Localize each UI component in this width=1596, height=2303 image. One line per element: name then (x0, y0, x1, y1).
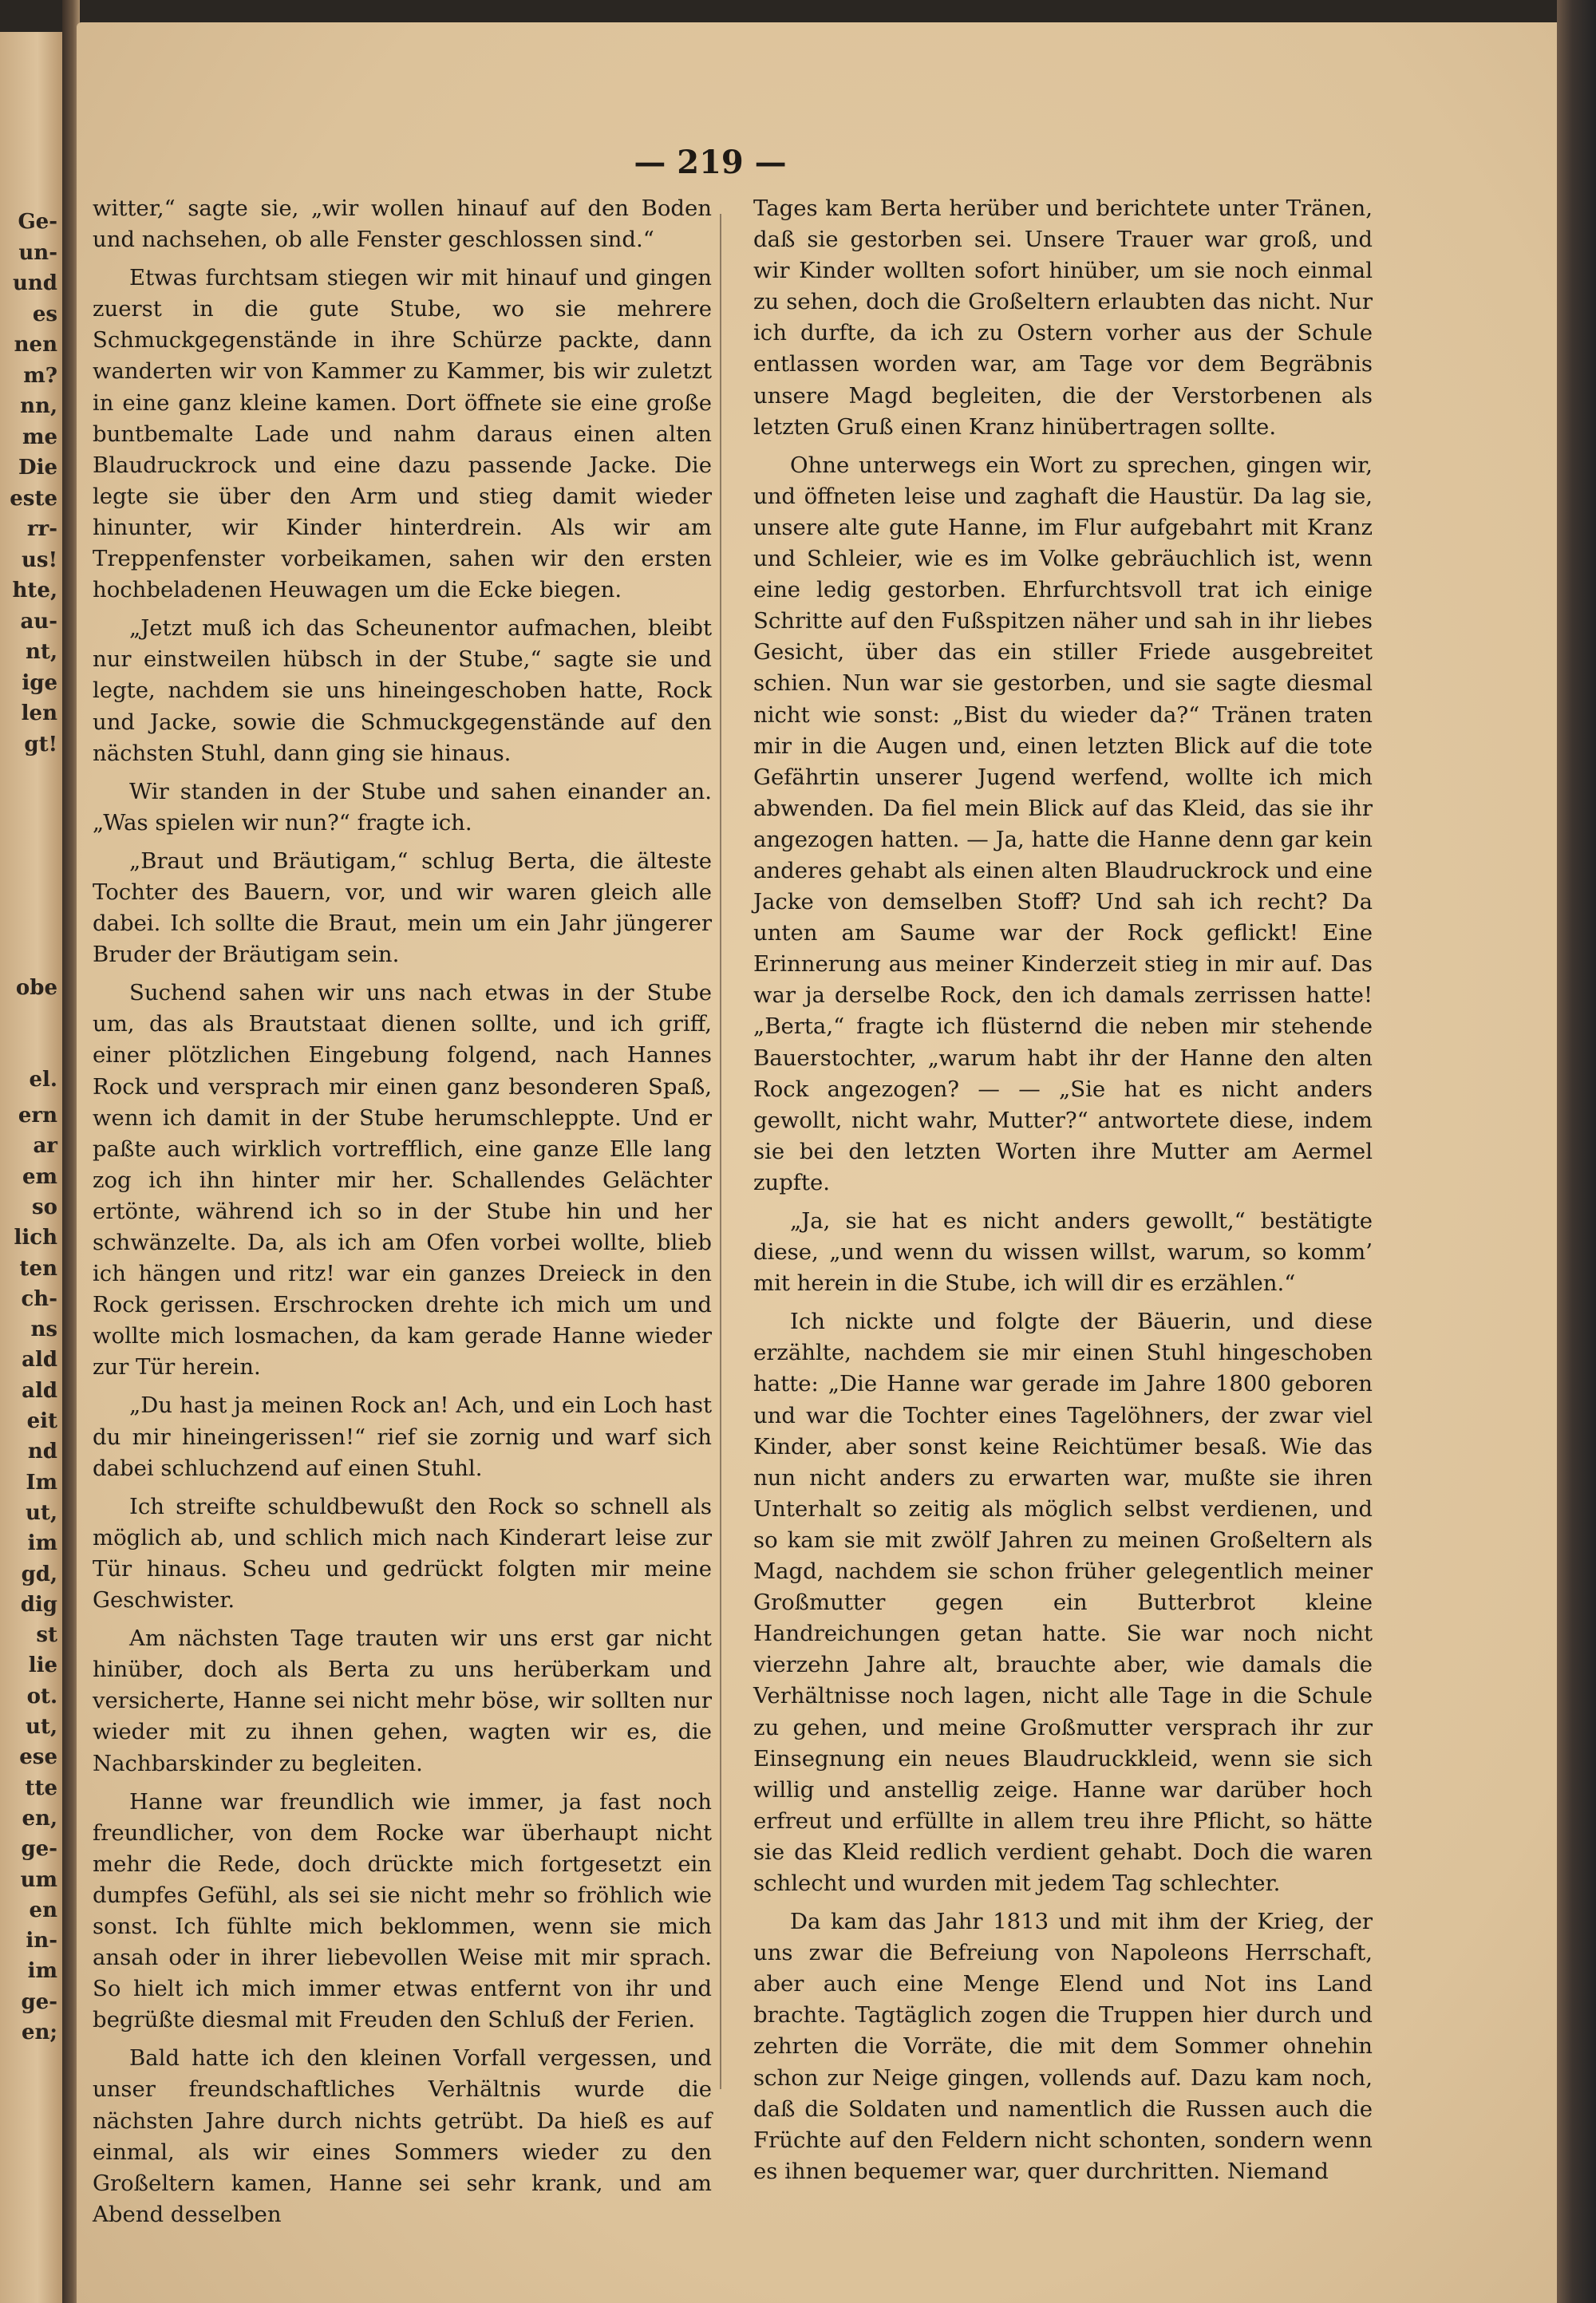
paragraph: Suchend sahen wir uns nach etwas in der Stube um, das als Brautstaat dienen sollte, und ich griff, einer plötzlichen Eingebung folgend, nach Hannes Rock und versprach mir einen ganz besonderen Spaß, wenn ich damit in der Stube herumschleppte. Und er paßte auch wirklich vortrefflich, eine ganze Elle lang zog ich ihn hinter mir her. Schallendes Gelächter ertönte, während ich so in der Stube hin und her schwänzelte. Da, als ich am Ofen vorbei wollte, blieb ich hängen und ritz! war ein ganzes Dreieck in den Rock gerissen. Erschrocken drehte ich mich um und wollte mich losmachen, da kam gerade Hanne wieder zur Tür herein. (93, 980, 712, 1381)
previous-page-fragment: ar (33, 1134, 57, 1159)
previous-page-fragment: nn, (20, 394, 57, 418)
previous-page-fragment: ut, (26, 1500, 57, 1525)
paragraph: Bald hatte ich den kleinen Vorfall vergessen, und unser freundschaftliches Verhältnis wurde die nächsten Jahre durch nichts getrübt. Da hieß es auf einmal, als wir eines Sommers wieder zu den Großeltern kamen, Hanne sei sehr krank, und am Abend desselben (93, 2045, 712, 2227)
previous-page-fragment: ige (22, 670, 57, 695)
previous-page-fragment: ns (30, 1317, 57, 1342)
paragraph: „Braut und Bräutigam,“ schlug Berta, die älteste Tochter des Bauern, vor, und wir waren gleich alle dabei. Ich sollte die Braut, mein um ein Jahr jüngerer Bruder der Bräutigam sein. (93, 847, 712, 968)
page-number: — 219 — (634, 144, 787, 181)
previous-page-fragment: ge- (21, 1989, 57, 2014)
previous-page-fragment: ot. (26, 1684, 57, 1708)
previous-page-fragment: gt! (24, 732, 57, 756)
book-cover-edge (1557, 0, 1596, 2303)
previous-page-fragment: lich (14, 1226, 57, 1250)
previous-page-fragment: st (36, 1623, 57, 1648)
previous-page-fragment: us! (22, 547, 57, 572)
paragraph: „Ja, sie hat es nicht anders gewollt,“ bestätigte diese, „und wenn du wissen willst, warum, so komm’ mit herein in die Stube, ich will dir es erzählen.“ (753, 1208, 1373, 1297)
previous-page-fragment: ald (22, 1378, 57, 1403)
previous-page-fragment: ten (19, 1256, 57, 1281)
previous-page-fragment: ald (22, 1348, 57, 1373)
previous-page-fragment: nen (14, 333, 57, 357)
previous-page-fragment: Im (26, 1470, 57, 1495)
previous-page-fragment: in- (26, 1929, 57, 1953)
paragraph: „Du hast ja meinen Rock an! Ach, und ein Loch hast du mir hineingerissen!“ rief sie zornig und warf sich dabei schluchzend auf einen Stuhl. (93, 1392, 712, 1481)
previous-page-fragment: rr- (26, 517, 57, 541)
previous-page-fragment: so (32, 1195, 57, 1219)
previous-page-fragment: en; (21, 2021, 57, 2044)
paragraph: Wir standen in der Stube und sahen einander an. „Was spielen wir nun?“ fragte ich. (93, 778, 712, 835)
previous-page-fragment: ut, (26, 1715, 57, 1739)
left-text-column (93, 193, 712, 2230)
paragraph: Ich nickte und folgte der Bäuerin, und diese erzählte, nachdem sie mir einen Stuhl hingeschoben hatte: „Die Hanne war gerade im Jahre 1800 geboren und war die Tochter eines Tagelöhners, der zwar viel Kinder, aber sonst keine Reichtümer besaß. Wie das nun nicht anders zu erwarten war, mußte sie ihren Unterhalt so zeitig als möglich selbst verdienen, und so kam sie mit zwölf Jahren zu meinen Großeltern als Magd, nachdem sie schon früher gelegentlich meiner Großmutter gegen ein Butterbrot kleine Handreichungen getan hatte. Sie war noch nicht vierzehn Jahre alt, brauchte aber, wie damals die Verhältnisse noch lagen, nicht alle Tage in die Schule zu gehen, und meine Großmutter versprach ihr zur Einsegnung ein neues Blaudruckkleid, wenn sie sich willig und anstellig zeige. Hanne war darüber hoch erfreut und erfüllte in allem treu ihre Pflicht, so hätte sie das Kleid redlich verdient gehabt. Doch die waren schlecht und wurden mit jedem Tag schlechter. (753, 1309, 1373, 1896)
paragraph: Tages kam Berta herüber und berichtete unter Tränen, daß sie gestorben sei. Unsere Trauer war groß, und wir Kinder wollten sofort hinüber, um sie noch einmal zu sehen, doch die Großeltern erlaubten das nicht. Nur ich durfte, da ich zu Ostern vorher aus der Schule entlassen worden war, am Tage vor dem Begräbnis unsere Magd begleiten, die der Verstorbenen als letzten Gruß einen Kranz hinübertragen sollte. (753, 196, 1373, 440)
previous-page-fragment: obe (15, 976, 57, 1000)
previous-page-fragment: ch- (21, 1286, 57, 1311)
previous-page-fragment: au- (20, 609, 57, 634)
previous-page-fragment: len (21, 701, 57, 725)
previous-page-edge (0, 32, 62, 2303)
previous-page-fragment: um (20, 1867, 57, 1892)
paragraph: Ich streifte schuldbewußt den Rock so schnell als möglich ab, und schlich mich nach Kinderart leise zur Tür hinaus. Scheu und gedrückt folgten mir meine Geschwister. (93, 1493, 712, 1614)
previous-page-fragment: und (13, 271, 57, 295)
previous-page-fragment: eit (26, 1409, 57, 1433)
previous-page-fragment: en (29, 1898, 57, 1922)
previous-page-fragment: im (27, 1959, 57, 1984)
previous-page-fragment: em (22, 1164, 57, 1189)
paragraph: Am nächsten Tage trauten wir uns erst gar nicht hinüber, doch als Berta zu uns herüberkam und versicherte, Hanne sei nicht mehr böse, wir sollten nur wieder mit zu ihnen gehen, wagten wir es, die Nachbarskinder zu begleiten. (93, 1626, 712, 1776)
paragraph: Hanne war freundlich wie immer, ja fast noch freundlicher, von dem Rocke war überhaupt nicht mehr die Rede, doch drückte mich fortgesetzt ein dumpfes Gefühl, als sei sie nicht mehr so fröhlich wie sonst. Ich fühlte mich beklommen, wenn sie mich ansah oder in ihrer liebevollen Weise mit mir sprach. So hielt ich mich immer etwas entfernt von ihr und begrüßte diesmal mit Freuden den Schluß der Ferien. (93, 1788, 712, 2033)
previous-page-fragment: lie (28, 1653, 57, 1678)
previous-page-fragment: este (10, 486, 57, 511)
previous-page-fragment: ern (18, 1104, 57, 1128)
previous-page-fragment: im (27, 1531, 57, 1556)
previous-page-fragment: Ge- (18, 210, 57, 234)
paragraph: „Jetzt muß ich das Scheunentor aufmachen, bleibt nur einstweilen hübsch in der Stube,“ sagte sie und legte, nachdem sie uns hineingeschoben hatte, Rock und Jacke, sowie die Schmuckgegenstände auf den nächsten Stuhl, dann ging sie hinaus. (93, 615, 712, 766)
previous-page-fragment: m? (23, 363, 57, 388)
previous-page-fragment: ese (19, 1745, 57, 1770)
column-divider (720, 214, 721, 2089)
previous-page-fragment: un- (18, 240, 57, 265)
previous-page-fragment: el. (29, 1068, 57, 1092)
previous-page-fragment: me (22, 425, 57, 449)
previous-page-fragment: Die (18, 456, 57, 480)
paragraph: witter,“ sagte sie, „wir wollen hinauf auf den Boden und nachsehen, ob alle Fenster geschlossen sind.“ (93, 196, 712, 253)
previous-page-fragment: es (32, 302, 57, 326)
previous-page-fragment: nt, (26, 640, 57, 664)
previous-page-fragment: ge- (21, 1837, 57, 1862)
previous-page-fragment: nd (27, 1440, 57, 1464)
paragraph: Etwas furchtsam stiegen wir mit hinauf und gingen zuerst in die gute Stube, wo sie mehrere Schmuckgegenstände in ihre Schürze packte, dann wanderten wir von Kammer zu Kammer, bis wir zuletzt in eine ganz kleine kamen. Dort öffnete sie eine große buntbemalte Lade und nahm daraus einen alten Blaudruckrock und eine dazu passende Jacke. Die legte sie über den Arm und stieg damit wieder hinunter, wir Kinder hinterdrein. Als wir am Treppenfenster vorbeikamen, sahen wir den ersten hochbeladenen Heuwagen um die Ecke biegen. (93, 265, 712, 603)
right-text-column (753, 193, 1373, 2187)
previous-page-fragment: gd, (21, 1562, 57, 1586)
paragraph: Ohne unterwegs ein Wort zu sprechen, gingen wir, und öffneten leise und zaghaft die Haustür. Da lag sie, unsere alte gute Hanne, im Flur aufgebahrt mit Kranz und Schleier, wie es im Volke gebräuchlich ist, wenn eine ledig gestorben. Ehrfurchtsvoll trat ich einige Schritte auf den Fußspitzen näher und sah in ihr liebes Gesicht, über das ein stiller Friede ausgebreitet schien. Nun war sie gestorben, und sie sagte diesmal nicht wie sonst: „Bist du wieder da?“ Tränen traten mir in die Augen und, einen letzten Blick auf die tote Gefährtin unserer Jugend werfend, wollte ich mich abwenden. Da fiel mein Blick auf das Kleid, das sie ihr angezogen hatten. — Ja, hatte die Hanne denn gar kein anderes gehabt als einen alten Blaudruckrock und eine Jacke von demselben Stoff? Und sah ich recht? Da unten am Saume war der Rock geflickt! Eine Erinnerung aus meiner Kinderzeit stieg in mir auf. Das war ja derselbe Rock, den ich damals zerrissen hatte! „Berta,“ fragte ich flüsternd die neben mir stehende Bauerstochter, „warum habt ihr der Hanne den alten Rock angezogen? — — „Sie hat es nicht anders gewollt, nicht wahr, Mutter?“ antwortete diese, indem sie bei den letzten Worten ihre Mutter am Aermel zupfte. (753, 452, 1373, 1195)
paragraph: Da kam das Jahr 1813 und mit ihm der Krieg, der uns zwar die Befreiung von Napoleons Herrschaft, aber auch eine Menge Elend und Not ins Land brachte. Tagtäglich zogen die Truppen hier durch und zehrten die Vorräte, die mit dem Sommer ohnehin schon zur Neige gingen, vollends auf. Dazu kam noch, daß die Soldaten und namentlich die Russen auch die Früchte auf den Feldern nicht schonten, sondern wenn es ihnen bequemer war, quer durchritten. Niemand (753, 1909, 1373, 2184)
previous-page-fragment: hte, (12, 579, 57, 602)
previous-page-fragment: en, (22, 1806, 57, 1831)
previous-page-fragment: dig (20, 1592, 57, 1617)
previous-page-fragment: tte (25, 1776, 57, 1800)
